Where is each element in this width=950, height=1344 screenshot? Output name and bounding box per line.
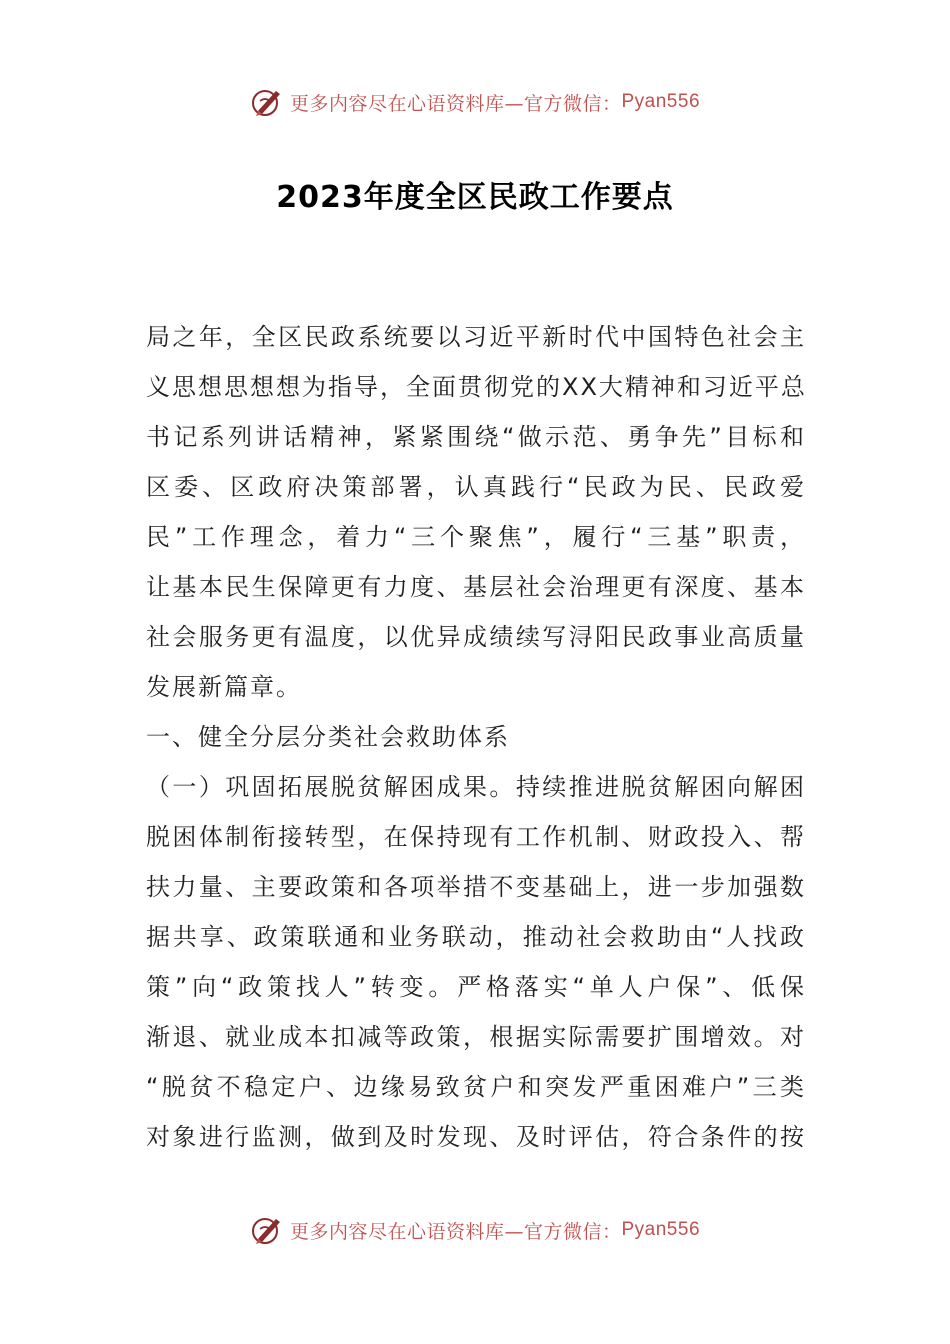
document-title: 2023年度全区民政工作要点	[276, 180, 674, 215]
watermark-text: 更多内容尽在心语资料库—官方微信：	[289, 92, 622, 115]
pen-logo-icon	[250, 85, 284, 119]
body-line: 让基本民生保障更有力度、基层社会治理更有深度、基本	[146, 573, 806, 601]
watermark-wechat-id: Pyan556	[621, 91, 701, 112]
body-line: 对象进行监测，做到及时发现、及时评估，符合条件的按	[146, 1123, 806, 1151]
body-line: 局之年，全区民政系统要以习近平新时代中国特色社会主	[146, 323, 806, 351]
body-line: 扶力量、主要政策和各项举措不变基础上，进一步加强数	[146, 873, 806, 901]
body-line: 义思想思想想为指导，全面贯彻党的XX大精神和习近平总	[146, 373, 807, 401]
body-line: 区委、区政府决策部署，认真践行“民政为民、民政爱	[146, 473, 806, 501]
footer-watermark	[0, 1210, 950, 1250]
header-watermark	[0, 82, 950, 122]
body-line: 渐退、就业成本扣减等政策，根据实际需要扩围增效。对	[146, 1023, 806, 1051]
body-line: （一）巩固拓展脱贫解困成果。持续推进脱贫解困向解困	[146, 773, 806, 801]
body-line: 脱困体制衔接转型，在保持现有工作机制、财政投入、帮	[146, 823, 806, 851]
watermark-text: 更多内容尽在心语资料库—官方微信：	[289, 1220, 622, 1243]
body-line: 据共享、政策联通和业务联动，推动社会救助由“人找政	[146, 923, 806, 951]
body-line: “脱贫不稳定户、边缘易致贫户和突发严重困难户”三类	[146, 1073, 806, 1101]
pen-logo-icon	[250, 1213, 284, 1247]
body-line: 策”向“政策找人”转变。严格落实“单人户保”、低保	[146, 973, 806, 1001]
document-body	[146, 312, 806, 1162]
watermark-wechat-id: Pyan556	[621, 1219, 701, 1240]
body-line: 书记系列讲话精神，紧紧围绕“做示范、勇争先”目标和	[146, 423, 806, 451]
body-line: 社会服务更有温度，以优异成绩续写浔阳民政事业高质量	[146, 623, 806, 651]
section-heading: 一、健全分层分类社会救助体系	[146, 723, 510, 751]
body-line: 民”工作理念，着力“三个聚焦”，履行“三基”职责，	[146, 523, 806, 551]
body-line: 发展新篇章。	[146, 673, 302, 701]
